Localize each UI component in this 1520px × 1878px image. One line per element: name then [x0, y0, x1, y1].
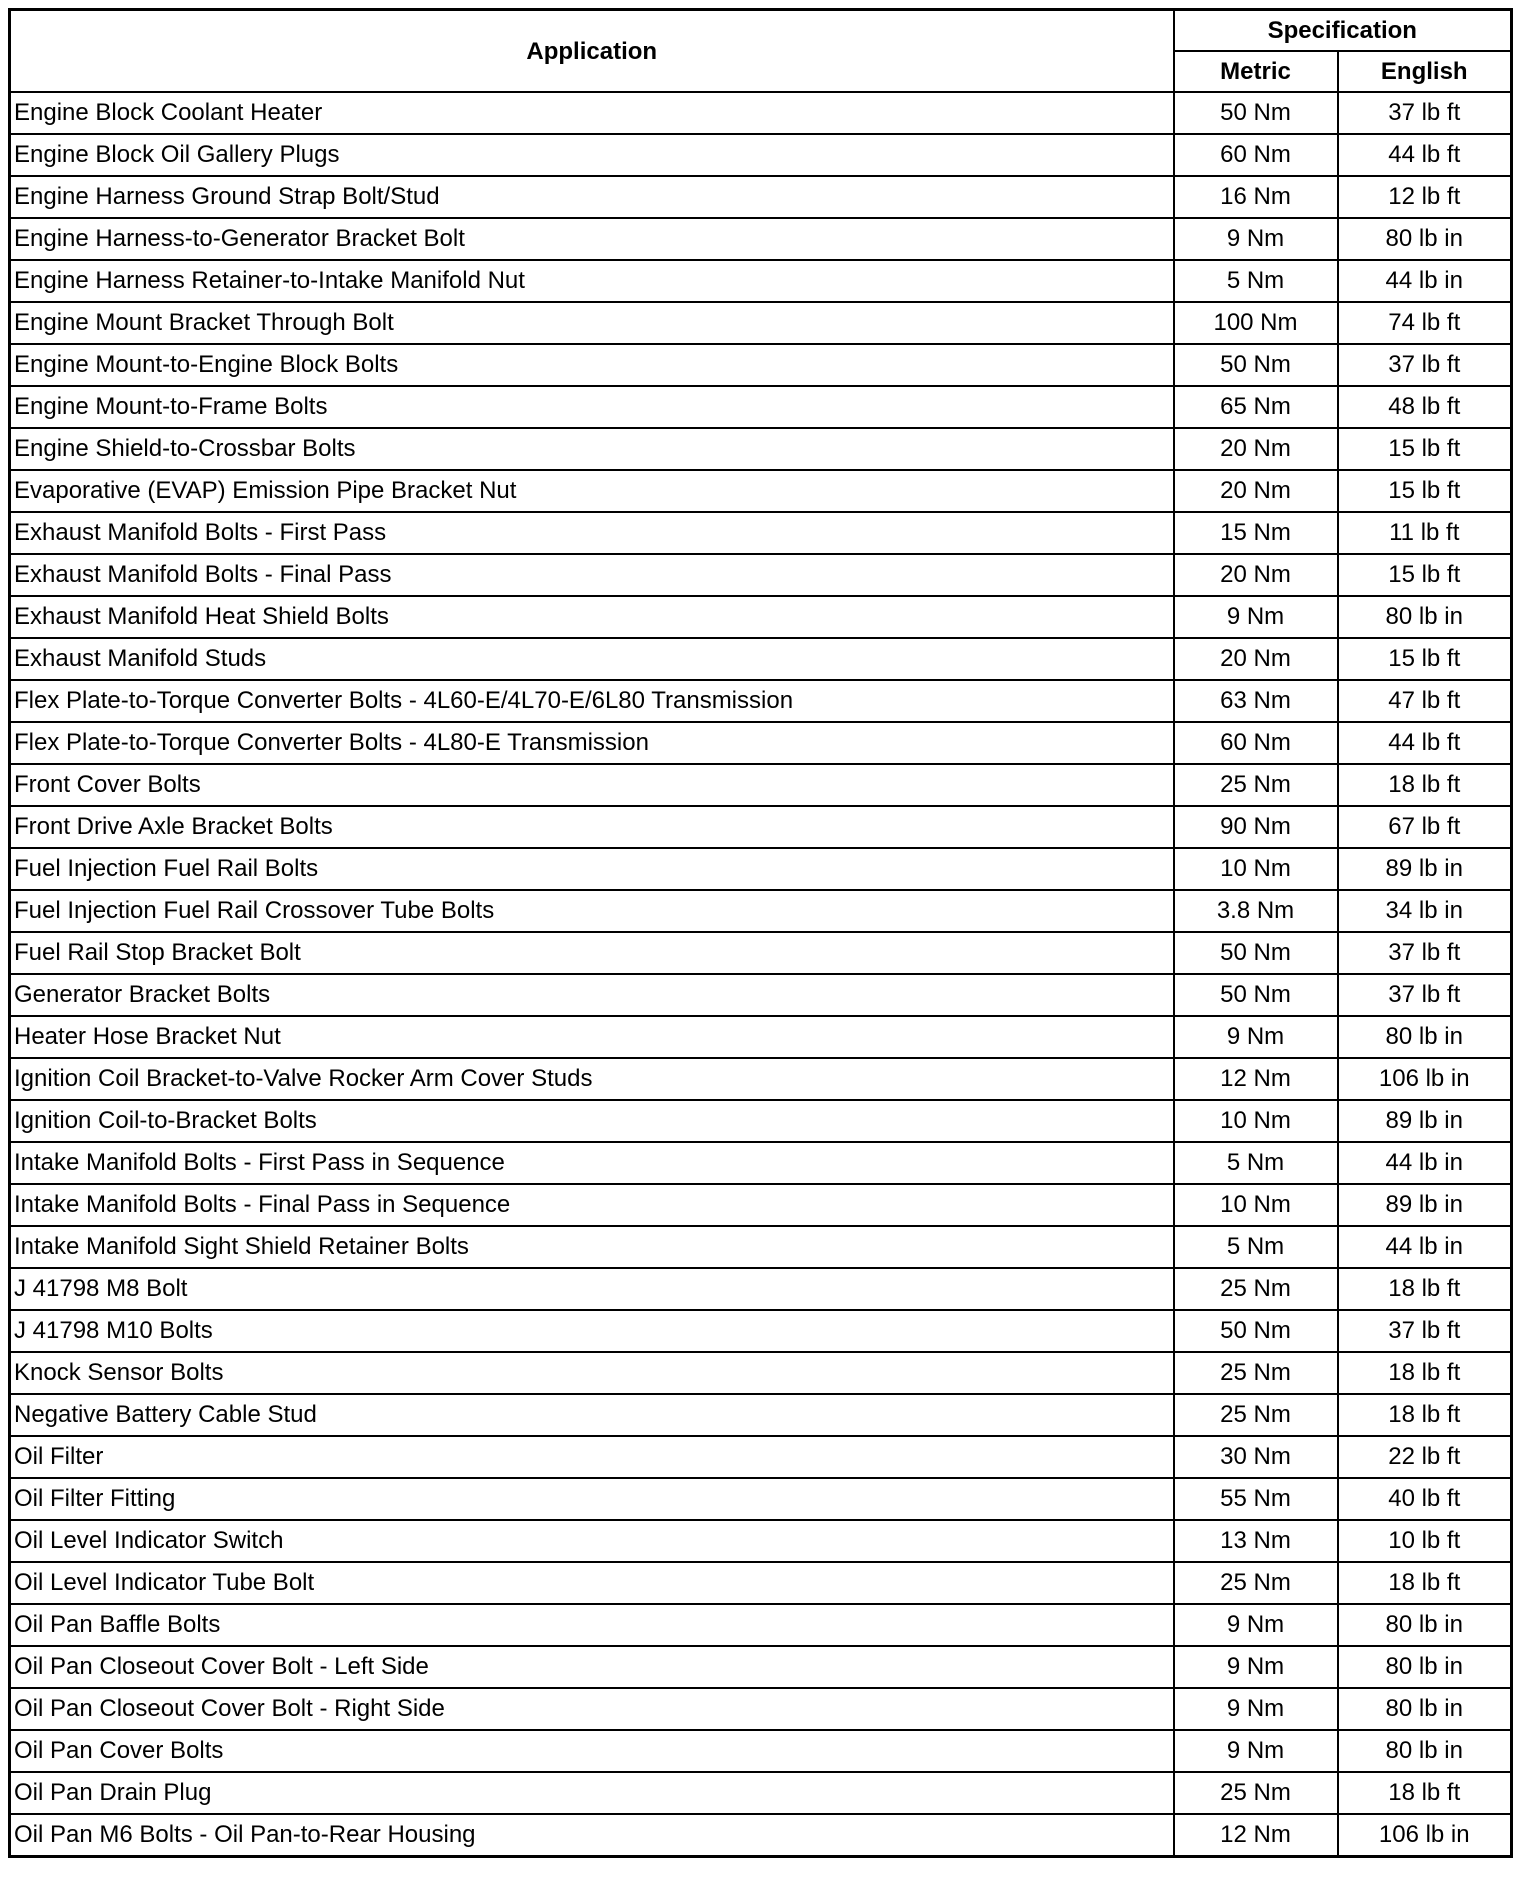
english-value-cell: 48 lb ft	[1338, 386, 1512, 428]
english-value-cell: 89 lb in	[1338, 1184, 1512, 1226]
english-value-cell: 10 lb ft	[1338, 1520, 1512, 1562]
english-value-cell: 89 lb in	[1338, 848, 1512, 890]
english-value-cell: 18 lb ft	[1338, 1394, 1512, 1436]
english-value-cell: 80 lb in	[1338, 1646, 1512, 1688]
metric-value-cell: 9 Nm	[1174, 218, 1338, 260]
english-value-cell: 37 lb ft	[1338, 974, 1512, 1016]
metric-value-cell: 3.8 Nm	[1174, 890, 1338, 932]
table-row	[10, 218, 1512, 260]
english-value-cell: 67 lb ft	[1338, 806, 1512, 848]
table-row	[10, 1688, 1512, 1730]
table-row	[10, 806, 1512, 848]
metric-value-cell: 9 Nm	[1174, 596, 1338, 638]
table-row	[10, 932, 1512, 974]
application-cell: Flex Plate-to-Torque Converter Bolts - 4L80-E Transmission	[10, 722, 1174, 764]
english-value-cell: 18 lb ft	[1338, 1772, 1512, 1814]
metric-value-cell: 20 Nm	[1174, 470, 1338, 512]
metric-value-cell: 9 Nm	[1174, 1646, 1338, 1688]
application-cell: Knock Sensor Bolts	[10, 1352, 1174, 1394]
application-cell: Front Drive Axle Bracket Bolts	[10, 806, 1174, 848]
application-cell: J 41798 M8 Bolt	[10, 1268, 1174, 1310]
english-value-cell: 37 lb ft	[1338, 1310, 1512, 1352]
table-row	[10, 470, 1512, 512]
table-row	[10, 512, 1512, 554]
table-row	[10, 1142, 1512, 1184]
table-row	[10, 92, 1512, 134]
metric-value-cell: 5 Nm	[1174, 1226, 1338, 1268]
table-row	[10, 1310, 1512, 1352]
metric-value-cell: 5 Nm	[1174, 1142, 1338, 1184]
application-cell: Intake Manifold Bolts - First Pass in Sequence	[10, 1142, 1174, 1184]
metric-value-cell: 50 Nm	[1174, 344, 1338, 386]
english-value-cell: 18 lb ft	[1338, 1268, 1512, 1310]
metric-value-cell: 25 Nm	[1174, 1268, 1338, 1310]
english-value-cell: 80 lb in	[1338, 1604, 1512, 1646]
application-cell: Engine Block Oil Gallery Plugs	[10, 134, 1174, 176]
application-cell: Generator Bracket Bolts	[10, 974, 1174, 1016]
english-value-cell: 80 lb in	[1338, 596, 1512, 638]
metric-value-cell: 50 Nm	[1174, 974, 1338, 1016]
english-value-cell: 89 lb in	[1338, 1100, 1512, 1142]
application-cell: Engine Mount-to-Engine Block Bolts	[10, 344, 1174, 386]
application-cell: Engine Shield-to-Crossbar Bolts	[10, 428, 1174, 470]
english-value-cell: 18 lb ft	[1338, 1352, 1512, 1394]
english-column-header: English	[1338, 51, 1512, 92]
application-cell: Ignition Coil-to-Bracket Bolts	[10, 1100, 1174, 1142]
application-cell: Ignition Coil Bracket-to-Valve Rocker Arm Cover Studs	[10, 1058, 1174, 1100]
table-row	[10, 764, 1512, 806]
metric-value-cell: 10 Nm	[1174, 1184, 1338, 1226]
english-value-cell: 18 lb ft	[1338, 1562, 1512, 1604]
english-value-cell: 15 lb ft	[1338, 554, 1512, 596]
table-row	[10, 596, 1512, 638]
metric-value-cell: 65 Nm	[1174, 386, 1338, 428]
application-cell: Engine Harness-to-Generator Bracket Bolt	[10, 218, 1174, 260]
table-row	[10, 260, 1512, 302]
application-cell: Exhaust Manifold Bolts - First Pass	[10, 512, 1174, 554]
table-row	[10, 638, 1512, 680]
table-row	[10, 1520, 1512, 1562]
table-row	[10, 1352, 1512, 1394]
application-cell: Intake Manifold Bolts - Final Pass in Sequence	[10, 1184, 1174, 1226]
metric-value-cell: 50 Nm	[1174, 932, 1338, 974]
application-cell: Negative Battery Cable Stud	[10, 1394, 1174, 1436]
application-cell: Exhaust Manifold Studs	[10, 638, 1174, 680]
table-row	[10, 1226, 1512, 1268]
table-row	[10, 386, 1512, 428]
english-value-cell: 47 lb ft	[1338, 680, 1512, 722]
table-row	[10, 1184, 1512, 1226]
english-value-cell: 12 lb ft	[1338, 176, 1512, 218]
metric-value-cell: 12 Nm	[1174, 1814, 1338, 1857]
application-cell: Fuel Injection Fuel Rail Crossover Tube Bolts	[10, 890, 1174, 932]
metric-value-cell: 50 Nm	[1174, 1310, 1338, 1352]
table-row	[10, 890, 1512, 932]
metric-value-cell: 16 Nm	[1174, 176, 1338, 218]
application-cell: Oil Filter	[10, 1436, 1174, 1478]
table-body	[10, 92, 1512, 1857]
english-value-cell: 15 lb ft	[1338, 428, 1512, 470]
english-value-cell: 37 lb ft	[1338, 344, 1512, 386]
table-row	[10, 680, 1512, 722]
english-value-cell: 106 lb in	[1338, 1058, 1512, 1100]
table-row	[10, 974, 1512, 1016]
table-row	[10, 1394, 1512, 1436]
metric-value-cell: 55 Nm	[1174, 1478, 1338, 1520]
metric-value-cell: 60 Nm	[1174, 134, 1338, 176]
table-row	[10, 1058, 1512, 1100]
english-value-cell: 11 lb ft	[1338, 512, 1512, 554]
application-cell: Oil Level Indicator Tube Bolt	[10, 1562, 1174, 1604]
application-cell: Exhaust Manifold Bolts - Final Pass	[10, 554, 1174, 596]
table-row	[10, 1100, 1512, 1142]
application-cell: Oil Pan M6 Bolts - Oil Pan-to-Rear Housing	[10, 1814, 1174, 1857]
application-cell: Engine Mount Bracket Through Bolt	[10, 302, 1174, 344]
specification-column-header: Specification	[1174, 10, 1512, 52]
table-row	[10, 554, 1512, 596]
metric-value-cell: 20 Nm	[1174, 554, 1338, 596]
metric-value-cell: 12 Nm	[1174, 1058, 1338, 1100]
english-value-cell: 15 lb ft	[1338, 638, 1512, 680]
application-cell: Oil Pan Cover Bolts	[10, 1730, 1174, 1772]
application-column-header: Application	[10, 10, 1174, 93]
application-cell: Oil Pan Closeout Cover Bolt - Right Side	[10, 1688, 1174, 1730]
table-row	[10, 176, 1512, 218]
table-row	[10, 1646, 1512, 1688]
english-value-cell: 80 lb in	[1338, 1688, 1512, 1730]
table-row	[10, 134, 1512, 176]
table-row	[10, 848, 1512, 890]
application-cell: Fuel Injection Fuel Rail Bolts	[10, 848, 1174, 890]
application-cell: Oil Filter Fitting	[10, 1478, 1174, 1520]
metric-column-header: Metric	[1174, 51, 1338, 92]
application-cell: Evaporative (EVAP) Emission Pipe Bracket Nut	[10, 470, 1174, 512]
english-value-cell: 74 lb ft	[1338, 302, 1512, 344]
table-row	[10, 1772, 1512, 1814]
application-cell: Intake Manifold Sight Shield Retainer Bolts	[10, 1226, 1174, 1268]
application-cell: Oil Pan Drain Plug	[10, 1772, 1174, 1814]
application-cell: Flex Plate-to-Torque Converter Bolts - 4L60-E/4L70-E/6L80 Transmission	[10, 680, 1174, 722]
english-value-cell: 44 lb ft	[1338, 134, 1512, 176]
english-value-cell: 80 lb in	[1338, 1730, 1512, 1772]
table-row	[10, 722, 1512, 764]
english-value-cell: 37 lb ft	[1338, 932, 1512, 974]
metric-value-cell: 9 Nm	[1174, 1730, 1338, 1772]
application-cell: Engine Mount-to-Frame Bolts	[10, 386, 1174, 428]
table-row	[10, 1814, 1512, 1857]
english-value-cell: 80 lb in	[1338, 218, 1512, 260]
table-row	[10, 1604, 1512, 1646]
table-row	[10, 1016, 1512, 1058]
metric-value-cell: 25 Nm	[1174, 1394, 1338, 1436]
metric-value-cell: 63 Nm	[1174, 680, 1338, 722]
application-cell: Engine Harness Retainer-to-Intake Manifold Nut	[10, 260, 1174, 302]
application-cell: Oil Pan Closeout Cover Bolt - Left Side	[10, 1646, 1174, 1688]
application-cell: Heater Hose Bracket Nut	[10, 1016, 1174, 1058]
application-cell: Oil Pan Baffle Bolts	[10, 1604, 1174, 1646]
metric-value-cell: 25 Nm	[1174, 1562, 1338, 1604]
table-header	[10, 10, 1512, 93]
english-value-cell: 34 lb in	[1338, 890, 1512, 932]
metric-value-cell: 9 Nm	[1174, 1688, 1338, 1730]
metric-value-cell: 30 Nm	[1174, 1436, 1338, 1478]
application-cell: Engine Block Coolant Heater	[10, 92, 1174, 134]
table-row	[10, 344, 1512, 386]
application-cell: J 41798 M10 Bolts	[10, 1310, 1174, 1352]
application-cell: Engine Harness Ground Strap Bolt/Stud	[10, 176, 1174, 218]
english-value-cell: 44 lb in	[1338, 1226, 1512, 1268]
metric-value-cell: 20 Nm	[1174, 638, 1338, 680]
metric-value-cell: 9 Nm	[1174, 1016, 1338, 1058]
application-cell: Oil Level Indicator Switch	[10, 1520, 1174, 1562]
application-cell: Exhaust Manifold Heat Shield Bolts	[10, 596, 1174, 638]
application-cell: Front Cover Bolts	[10, 764, 1174, 806]
english-value-cell: 44 lb ft	[1338, 722, 1512, 764]
english-value-cell: 37 lb ft	[1338, 92, 1512, 134]
metric-value-cell: 20 Nm	[1174, 428, 1338, 470]
table-row	[10, 1730, 1512, 1772]
table-row	[10, 1562, 1512, 1604]
metric-value-cell: 13 Nm	[1174, 1520, 1338, 1562]
english-value-cell: 18 lb ft	[1338, 764, 1512, 806]
english-value-cell: 80 lb in	[1338, 1016, 1512, 1058]
metric-value-cell: 60 Nm	[1174, 722, 1338, 764]
metric-value-cell: 50 Nm	[1174, 92, 1338, 134]
english-value-cell: 40 lb ft	[1338, 1478, 1512, 1520]
metric-value-cell: 25 Nm	[1174, 1352, 1338, 1394]
torque-spec-table	[8, 8, 1513, 1858]
metric-value-cell: 15 Nm	[1174, 512, 1338, 554]
application-cell: Fuel Rail Stop Bracket Bolt	[10, 932, 1174, 974]
table-row	[10, 1478, 1512, 1520]
metric-value-cell: 90 Nm	[1174, 806, 1338, 848]
english-value-cell: 44 lb in	[1338, 260, 1512, 302]
metric-value-cell: 25 Nm	[1174, 764, 1338, 806]
table-row	[10, 1268, 1512, 1310]
english-value-cell: 106 lb in	[1338, 1814, 1512, 1857]
metric-value-cell: 5 Nm	[1174, 260, 1338, 302]
metric-value-cell: 100 Nm	[1174, 302, 1338, 344]
table-row	[10, 302, 1512, 344]
metric-value-cell: 10 Nm	[1174, 1100, 1338, 1142]
table-row	[10, 1436, 1512, 1478]
english-value-cell: 15 lb ft	[1338, 470, 1512, 512]
metric-value-cell: 9 Nm	[1174, 1604, 1338, 1646]
english-value-cell: 22 lb ft	[1338, 1436, 1512, 1478]
english-value-cell: 44 lb in	[1338, 1142, 1512, 1184]
metric-value-cell: 25 Nm	[1174, 1772, 1338, 1814]
table-row	[10, 428, 1512, 470]
metric-value-cell: 10 Nm	[1174, 848, 1338, 890]
